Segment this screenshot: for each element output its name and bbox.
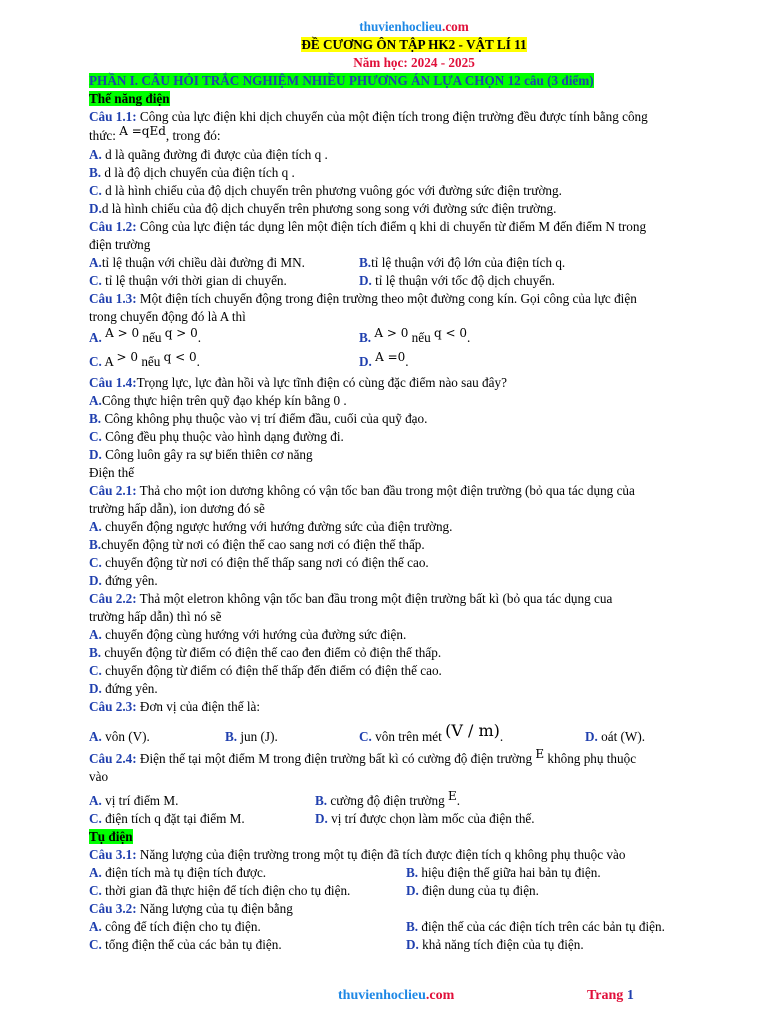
option-d: D.d là hình chiếu của độ dịch chuyển trên phương song song với đường sức điện trường. — [89, 201, 557, 216]
option-d: D. điện dung của tụ điện. — [406, 883, 539, 898]
question-1-4: Câu 1.4:Trọng lực, lực đàn hồi và lực tĩnh điện có cùng đặc điểm nào sau đây? A.Công thực hiện trên quỹ đạo khép kín bằng 0 . B. Công không phụ thuộc vào vị trí điểm đầu, cuối của quỹ đạo. C. Công đều phụ thuộc vào hình dạng đường đi. D. Công luôn gây ra sự biến thiên cơ năng — [89, 374, 739, 464]
question-2-3: Câu 2.3: Đơn vị của điện thế là: A. vôn (V). B. jun (J). C. vôn trên mét (V / m). D. oát (W). — [89, 699, 646, 744]
option-b: B.chuyển động từ nơi có điện thế cao sang nơi có điện thế thấp. — [89, 537, 425, 552]
option-c: C. Công đều phụ thuộc vào hình dạng đường đi. — [89, 429, 344, 444]
document-page — [89, 18, 739, 954]
site-header — [89, 18, 739, 36]
option-a: A. vị trí điểm M. — [89, 793, 179, 808]
option-c: C. thời gian đã thực hiện để tích điện cho tụ điện. — [89, 883, 351, 898]
question-1-3: Câu 1.3: Một điện tích chuyển động trong điện trường theo một đường cong kín. Gọi công của lực điện trong chuyển động đó là A thì A. A > 0 nếu q > 0. B. A > 0 nếu q < 0. C. A > 0 nếu q < 0. D. A =0. — [89, 290, 739, 374]
formula: A =qEd — [119, 124, 166, 138]
option-a: A.Công thực hiện trên quỹ đạo khép kín bằng 0 . — [89, 393, 347, 408]
option-b: B. hiệu điện thế giữa hai bản tụ điện. — [406, 865, 601, 880]
topic-heading-2: Điện thế — [89, 465, 135, 480]
option-c: C. d là hình chiếu của độ dịch chuyển trên phương vuông góc với đường sức điện trường. — [89, 183, 562, 198]
question-1-1: Câu 1.1: Công của lực điện khi dịch chuyển của một điện tích trong điện trường đều được tính bằng công thức: A =qEd, trong đó: A. d là quãng đường đi được của điện tích q . B. d là độ dịch chuyển của điện tích q . C. d là hình chiếu của độ dịch chuyển trên phương vuông góc với đường sức điện trường. D.d là hình chiếu của độ dịch chuyển trên phương song song với đường sức điện trường. — [89, 108, 739, 218]
option-c: C. tỉ lệ thuận với thời gian di chuyển. — [89, 273, 287, 288]
option-d: D. A =0. — [359, 350, 409, 369]
option-d: D. tỉ lệ thuận với tốc độ dịch chuyển. — [359, 273, 555, 288]
option-b: B. chuyển động từ điểm có điện thế cao đen điểm cỏ điện thế thấp. — [89, 645, 442, 660]
option-d: D. vị trí được chọn làm mốc của điện thế. — [315, 811, 535, 826]
page-number: Trang 1 — [587, 988, 634, 1003]
question-3-1: Câu 3.1: Năng lượng của điện trường trong một tụ điện đã tích được điện tích q không phụ thuộc vào A. điện tích mà tụ điện tích được. B. hiệu điện thế giữa hai bản tụ điện. C. thời gian đã thực hiện để tích điện cho tụ điện. D. điện dung của tụ điện. — [89, 847, 626, 898]
option-d: D. khả năng tích điện của tụ điện. — [406, 937, 584, 952]
option-c: C. chuyển động từ điểm có điện thế thấp đến điểm có điện thế cao. — [89, 663, 442, 678]
option-c: C. điện tích q đặt tại điểm M. — [89, 811, 245, 826]
option-c: C. A > 0 nếu q < 0. — [89, 350, 200, 369]
section-heading: PHẦN I. CÂU HỎI TRẮC NGHIỆM NHIỀU PHƯƠNG ÁN LỰA CHỌN 12 câu (3 điểm) — [89, 73, 594, 88]
option-b: B. cường độ điện trường E. — [315, 789, 461, 808]
question-1-2: Câu 1.2: Công của lực điện tác dụng lên một điện tích điểm q khi di chuyển từ điểm M đến điểm N trong điện trường A.tỉ lệ thuận với chiều dài đường đi MN. B.tỉ lệ thuận với độ lớn của điện tích q. C. tỉ lệ thuận với thời gian di chuyển. D. tỉ lệ thuận với tốc độ dịch chuyển. — [89, 219, 647, 288]
question-3-2: Câu 3.2: Năng lượng của tụ điện bằng A. công để tích điện cho tụ điện. B. điện thế của các điện tích trên các bản tụ điện. C. tổng điện thế của các bản tụ điện. D. khả năng tích điện của tụ điện. — [89, 901, 665, 952]
option-b: B. d là độ dịch chuyển của điện tích q . — [89, 165, 295, 180]
option-c: C. vôn trên mét (V / m). — [359, 721, 504, 744]
option-a: A. vôn (V). — [89, 729, 150, 744]
option-b: B. jun (J). — [225, 729, 278, 744]
option-b: B. điện thế của các điện tích trên các bản tụ điện. — [406, 919, 665, 934]
option-d: D. Công luôn gây ra sự biến thiên cơ năng — [89, 447, 313, 462]
option-b: B.tỉ lệ thuận với độ lớn của điện tích q. — [359, 255, 566, 270]
option-a: A. A > 0 nếu q > 0. — [89, 326, 202, 345]
option-c: C. tổng điện thế của các bản tụ điện. — [89, 937, 282, 952]
option-a: A. chuyển động cùng hướng với hướng của đường sức điện. — [89, 627, 407, 642]
option-b: B. A > 0 nếu q < 0. — [359, 326, 471, 345]
option-d: D. đứng yên. — [89, 573, 158, 588]
site-link[interactable]: thuvienhoclieu.com — [359, 19, 469, 34]
question-2-4: Câu 2.4: Điện thế tại một điểm M trong điện trường bất kì có cường độ điện trường E không phụ thuộc vào A. vị trí điểm M. B. cường độ điện trường E. C. điện tích q đặt tại điểm M. D. vị trí được chọn làm mốc của điện thế. — [89, 747, 637, 826]
footer-site-link[interactable]: thuvienhoclieu.com — [338, 988, 455, 1003]
document-title: ĐỀ CƯƠNG ÔN TẬP HK2 - VẬT LÍ 11 — [301, 37, 527, 52]
question-2-2: Câu 2.2: Thả một eletron không vận tốc ban đầu trong một điện trường bất kì (bỏ qua tác dụng cua trường hấp dẫn) thì nó sẽ A. chuyển động cùng hướng với hướng của đường sức điện. B. chuyển động từ điểm có điện thế cao đen điểm cỏ điện thế thấp. C. chuyển động từ điểm có điện thế thấp đến điểm có điện thế cao. D. đứng yên. — [89, 590, 739, 698]
option-a: A. d là quãng đường đi được của điện tích q . — [89, 147, 328, 162]
option-d: D. oát (W). — [585, 729, 646, 744]
page-footer — [0, 988, 768, 1008]
option-d: D. đứng yên. — [89, 681, 158, 696]
option-a: A.tỉ lệ thuận với chiều dài đường đi MN. — [89, 255, 305, 270]
option-a: A. chuyển động ngược hướng với hướng đường sức của điện trường. — [89, 519, 453, 534]
question-2-1: Câu 2.1: Thả cho một ion dương không có vận tốc ban đầu trong một điện trường (bỏ qua tác dụng của trường hấp dẫn), ion dương đó sẽ A. chuyển động ngược hướng với hướng đường sức của điện trường. B.chuyển động từ nơi có điện thế cao sang nơi có điện thế thấp. C. chuyển động từ nơi có điện thế thấp sang nơi có điện thế cao. D. đứng yên. — [89, 482, 739, 590]
option-a: A. công để tích điện cho tụ điện. — [89, 919, 261, 934]
topic-heading-1: Thế năng điện — [89, 91, 170, 106]
option-c: C. chuyển động từ nơi có điện thế thấp sang nơi có điện thế cao. — [89, 555, 429, 570]
option-b: B. Công không phụ thuộc vào vị trí điểm đầu, cuối của quỹ đạo. — [89, 411, 428, 426]
topic-heading-3: Tụ điện — [89, 829, 133, 844]
school-year: Năm học: 2024 - 2025 — [353, 55, 475, 70]
question-label: Câu 1.1: — [89, 109, 137, 124]
option-a: A. điện tích mà tụ điện tích được. — [89, 865, 267, 880]
